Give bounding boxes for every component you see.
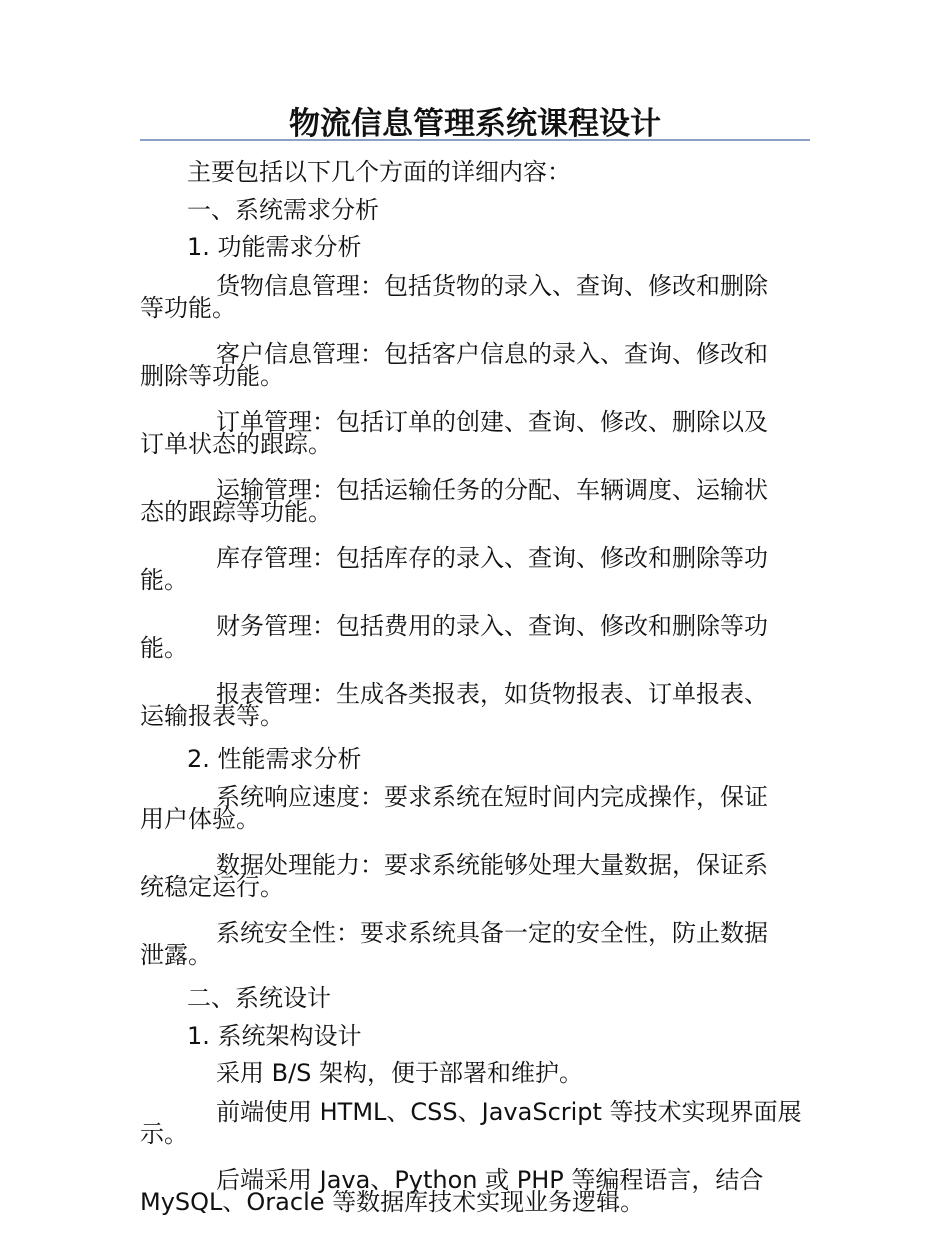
item-line: 运输管理：包括运输任务的分配、车辆调度、运输状 (216, 475, 768, 504)
document-body (140, 154, 810, 1237)
list-item (140, 1097, 810, 1148)
section-heading-design: 二、系统设计 (187, 984, 331, 1012)
item-line: 财务管理：包括费用的录入、查询、修改和删除等功 (216, 611, 768, 640)
list-item (140, 783, 810, 833)
item-line: 数据处理能力：要求系统能够处理大量数据，保证系 (216, 851, 768, 879)
subsection-heading-functional: 1. 功能需求分析 (187, 233, 362, 261)
list-item (140, 1165, 810, 1216)
list-item (140, 851, 810, 901)
list-item (140, 919, 810, 969)
title-underline (140, 139, 810, 141)
item-line: 示。 (140, 1119, 188, 1148)
list-item (140, 611, 810, 662)
item-line: 系统安全性：要求系统具备一定的安全性，防止数据 (216, 919, 768, 947)
item-line: 删除等功能。 (140, 361, 284, 390)
document-title: 物流信息管理系统课程设计 (289, 106, 661, 142)
item-line: MySQL、Oracle 等数据库技术实现业务逻辑。 (140, 1187, 645, 1216)
list-item (140, 339, 810, 390)
item-line: 货物信息管理：包括货物的录入、查询、修改和删除 (216, 271, 768, 300)
item-line: 订单状态的跟踪。 (140, 429, 332, 458)
list-item (140, 543, 810, 594)
item-line: 等功能。 (140, 293, 236, 322)
item-line: 能。 (140, 633, 188, 662)
subsection-heading-architecture: 1. 系统架构设计 (187, 1021, 362, 1050)
item-line: 统稳定运行。 (140, 873, 284, 901)
list-item (140, 679, 810, 730)
paragraph-bs-architecture: 采用 B/S 架构，便于部署和维护。 (216, 1059, 584, 1087)
item-line: 订单管理：包括订单的创建、查询、修改、删除以及 (216, 407, 768, 436)
item-line: 能。 (140, 565, 188, 594)
subsection-heading-performance: 2. 性能需求分析 (187, 744, 362, 773)
item-line: 态的跟踪等功能。 (140, 497, 332, 526)
item-line: 运输报表等。 (140, 701, 284, 730)
item-line: 前端使用 HTML、CSS、JavaScript 等技术实现界面展 (216, 1097, 802, 1126)
item-line: 用户体验。 (140, 805, 260, 833)
list-item (140, 407, 810, 458)
section-heading-requirements: 一、系统需求分析 (187, 195, 379, 224)
list-item (140, 475, 810, 526)
item-line: 库存管理：包括库存的录入、查询、修改和删除等功 (216, 543, 768, 572)
list-item (140, 271, 810, 322)
item-line: 后端采用 Java、Python 或 PHP 等编程语言，结合 (216, 1165, 764, 1194)
item-line: 客户信息管理：包括客户信息的录入、查询、修改和 (216, 339, 768, 368)
item-line: 泄露。 (140, 941, 212, 969)
intro-paragraph: 主要包括以下几个方面的详细内容： (187, 158, 571, 186)
item-line: 系统响应速度：要求系统在短时间内完成操作，保证 (216, 783, 768, 811)
item-line: 报表管理：生成各类报表，如货物报表、订单报表、 (216, 679, 768, 708)
